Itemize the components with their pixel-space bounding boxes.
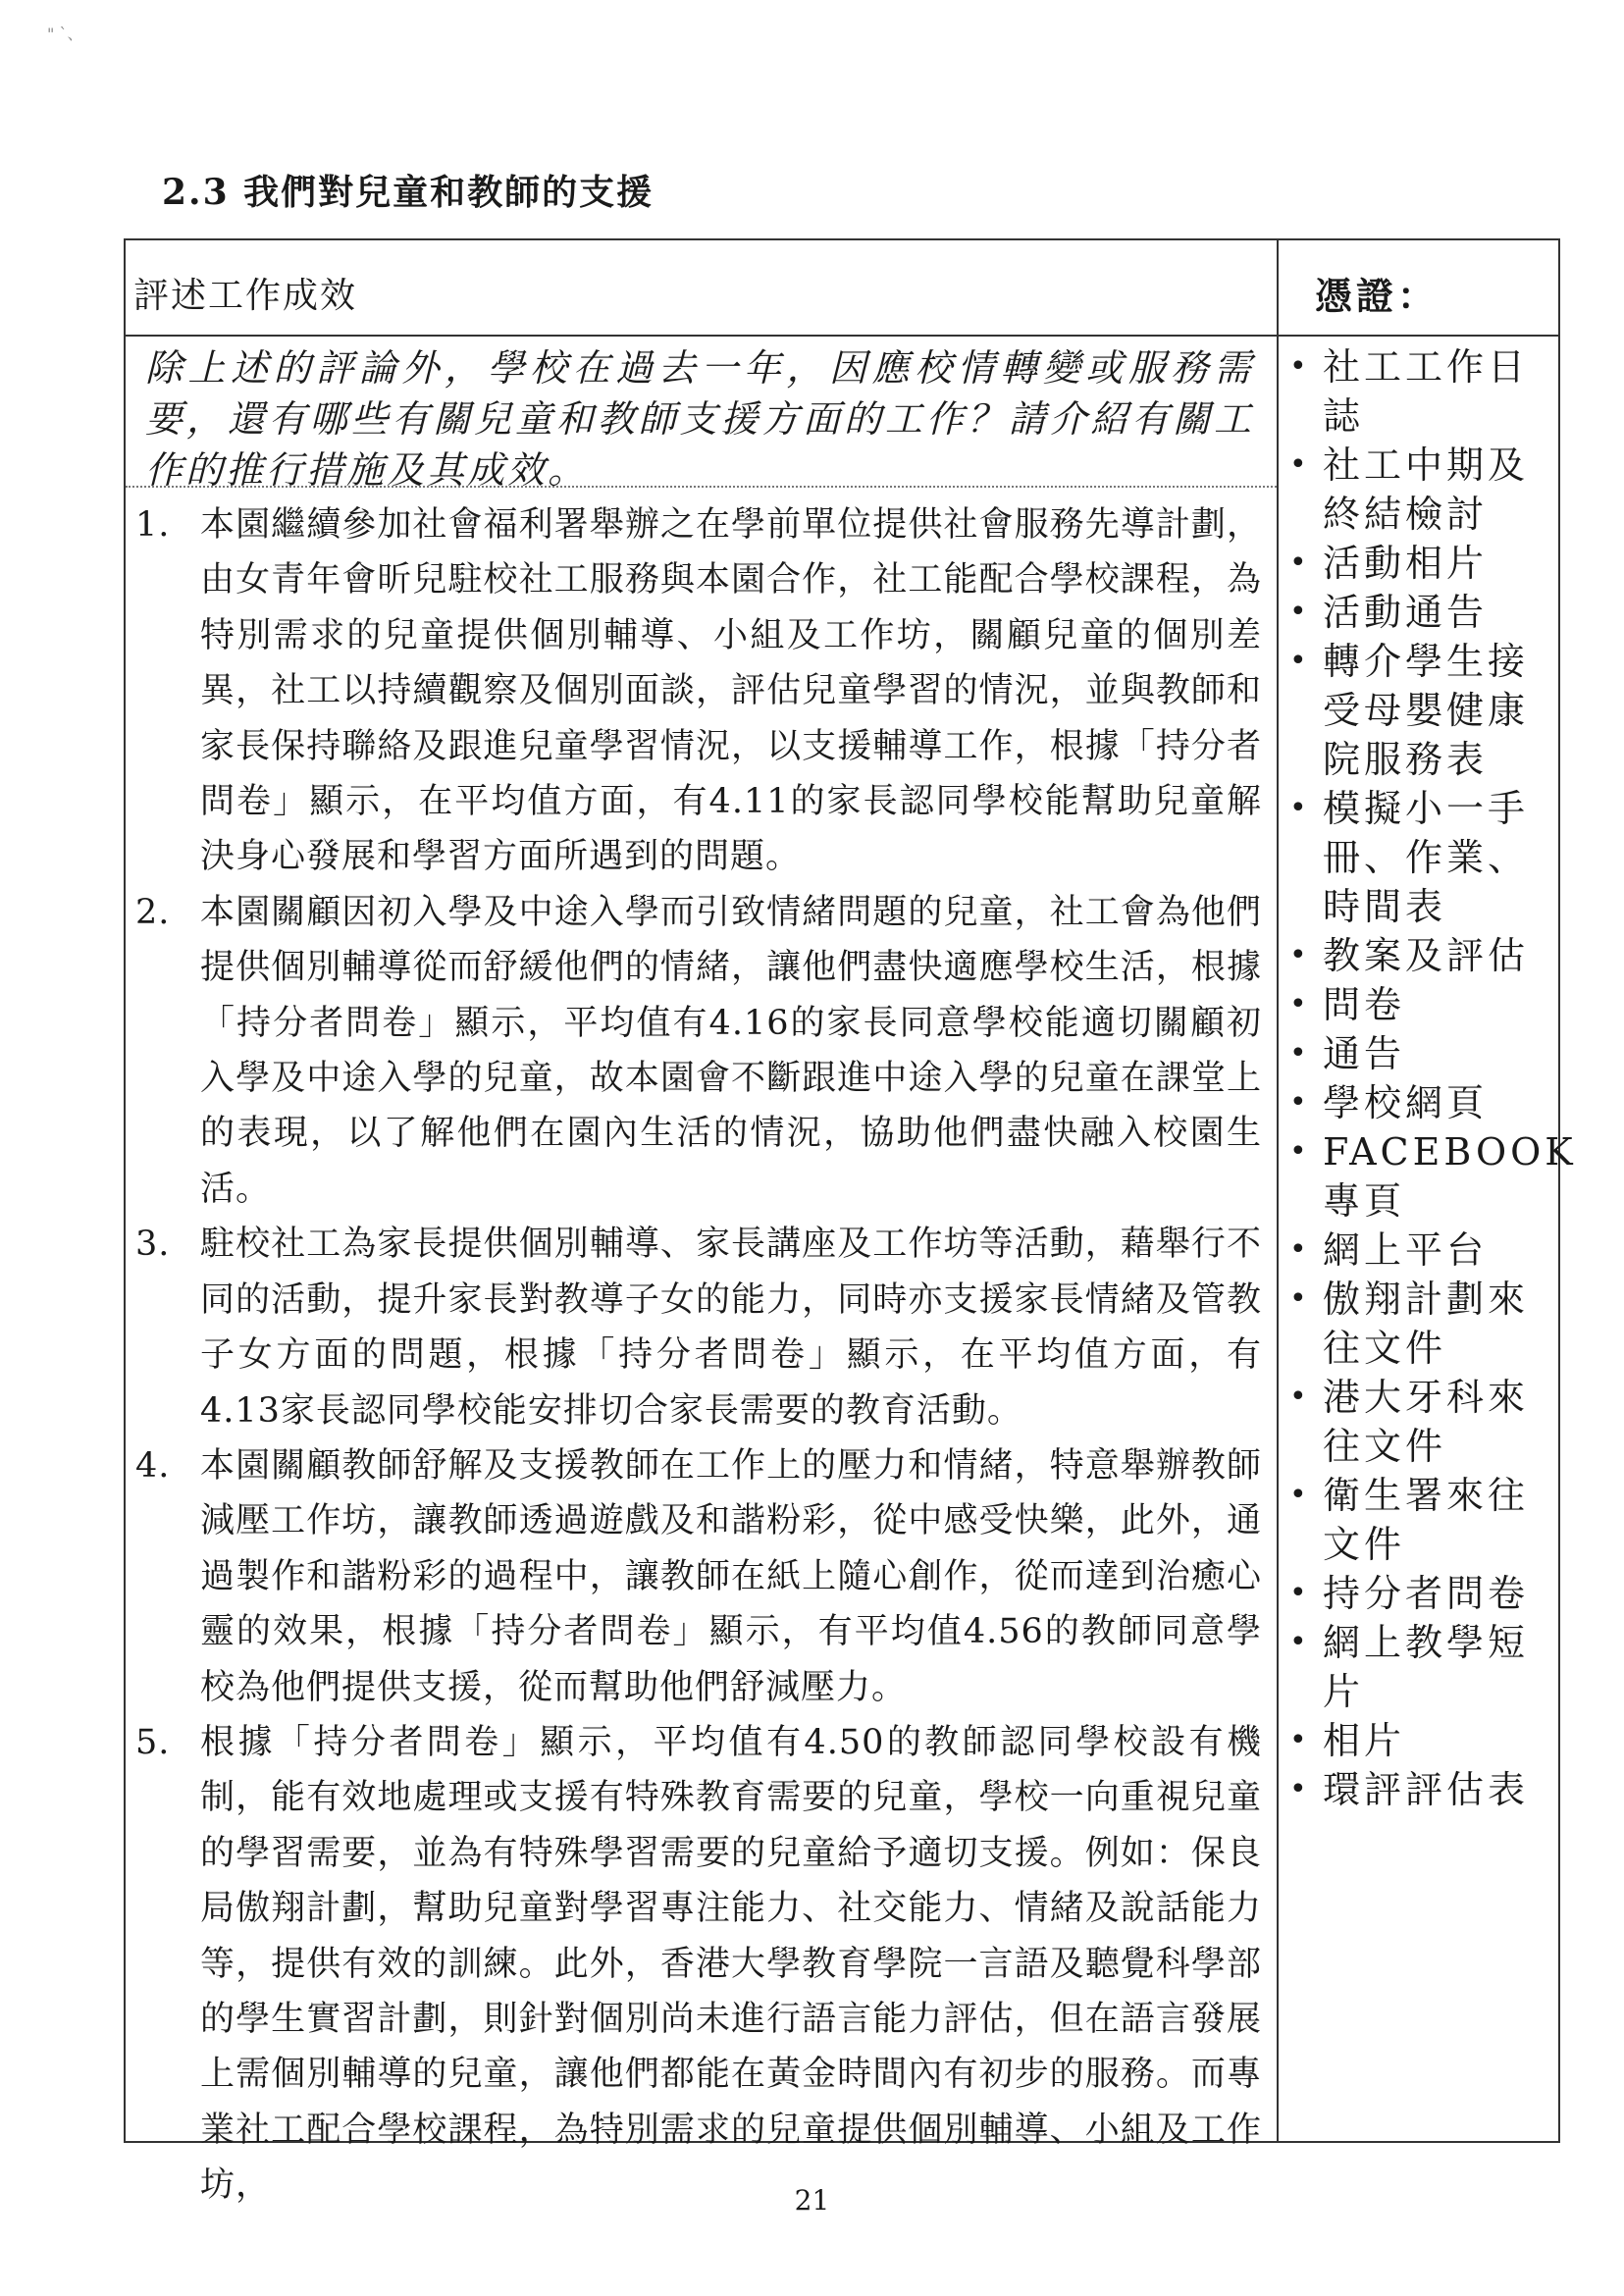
column-divider bbox=[1277, 240, 1279, 2141]
evidence-item: • 網上教學短片 bbox=[1283, 1618, 1554, 1716]
item-text: 根據「持分者問卷」顯示，平均值有4.50的教師認同學校設有機制，能有效地處理或支援有特殊教育需要的兒童，學校一向重視兒童的學習需要，並為有特殊學習需要的兒童給予適切支援。例如：保良局傲翔計劃，幫助兒童對學習專注能力、社交能力、情緒及說話能力等，提供有效的訓練。此外，香港大學教育學院一言語及聽覺科學部的學生實習計劃，則針對個別尚未進行語言能力評估，但在語言發展上需個別輔導的兒童，讓他們都能在黃金時間內有初步的服務。而專業社工配合學校課程，為特別需求的兒童提供個別輔導、小組及工作坊， bbox=[200, 1722, 1262, 2206]
evidence-item: • 模擬小一手冊、作業、時間表 bbox=[1283, 784, 1554, 931]
item-text: 駐校社工為家長提供個別輔導、家長講座及工作坊等活動，藉舉行不同的活動，提升家長對教導子女的能力，同時亦支援家長情緒及管教子女方面的問題，根據「持分者問卷」顯示，在平均值方面，有4.13家長認同學校能安排切合家長需要的教育活動。 bbox=[200, 1225, 1262, 1431]
bullet-icon: • bbox=[1289, 1085, 1311, 1120]
bullet-icon: • bbox=[1289, 349, 1311, 384]
item-number: 5. bbox=[135, 1722, 171, 1762]
bullet-icon: • bbox=[1289, 447, 1311, 482]
evidence-item: • 傲翔計劃來往文件 bbox=[1283, 1275, 1554, 1373]
section-heading: 2.3 我們對兒童和教師的支援 bbox=[162, 172, 655, 213]
bullet-icon: • bbox=[1289, 1772, 1311, 1806]
evidence-item: • 環評評估表 bbox=[1283, 1765, 1554, 1814]
item-text: 本園關顧教師舒解及支援教師在工作上的壓力和情緒，特意舉辦教師減壓工作坊，讓教師透過遊戲及和諧粉彩，從中感受快樂，此外，通過製作和諧粉彩的過程中，讓教師在紙上隨心創作，從而達到治癒心靈的效果，根據「持分者問卷」顯示，有平均值4.56的教師同意學校為他們提供支援，從而幫助他們舒減壓力。 bbox=[200, 1445, 1262, 1707]
scan-mark: " `、 bbox=[47, 25, 83, 43]
evidence-item: • 學校網頁 bbox=[1283, 1078, 1554, 1127]
bullet-icon: • bbox=[1289, 1281, 1311, 1316]
list-item bbox=[126, 885, 1274, 1217]
bullet-icon: • bbox=[1289, 1478, 1311, 1512]
evidence-item: • 活動相片 bbox=[1283, 539, 1554, 588]
item-text: 本園關顧因初入學及中途入學而引致情緒問題的兒童，社工會為他們提供個別輔導從而舒緩他們的情緒，讓他們盡快適應學校生活，根據「持分者問卷」顯示，平均值有4.16的家長同意學校能適切關顧初入學及中途入學的兒童，故本園會不斷跟進中途入學的兒童在課堂上的表現，以了解他們在園內生活的情況，協助他們盡快融入校園生活。 bbox=[200, 892, 1262, 1209]
evidence-item: • 持分者問卷 bbox=[1283, 1569, 1554, 1618]
bullet-icon: • bbox=[1289, 644, 1311, 678]
bullet-icon: • bbox=[1289, 1036, 1311, 1070]
bullet-icon: • bbox=[1289, 938, 1311, 972]
bullet-icon: • bbox=[1289, 1576, 1311, 1610]
item-number: 4. bbox=[135, 1445, 171, 1486]
list-item bbox=[126, 1217, 1274, 1438]
evaluation-list bbox=[126, 497, 1274, 2214]
evidence-item: • 問卷 bbox=[1283, 980, 1554, 1029]
page-number: 21 bbox=[794, 2184, 830, 2217]
bullet-icon: • bbox=[1289, 1232, 1311, 1267]
prompt-question: 除上述的評論外，學校在過去一年，因應校情轉變或服務需要，還有哪些有關兒童和教師支援方面的工作？請介紹有關工作的推行措施及其成效。 bbox=[145, 346, 1254, 492]
bullet-icon: • bbox=[1289, 791, 1311, 825]
bullet-icon: • bbox=[1289, 987, 1311, 1021]
evidence-item: • 通告 bbox=[1283, 1029, 1554, 1078]
evidence-item: • 活動通告 bbox=[1283, 588, 1554, 637]
evidence-item: • 轉介學生接受母嬰健康院服務表 bbox=[1283, 637, 1554, 784]
evidence-item: • 社工工作日誌 bbox=[1283, 342, 1554, 441]
evidence-item: • FACEBOOK專頁 bbox=[1283, 1127, 1554, 1226]
evidence-item: • 教案及評估 bbox=[1283, 931, 1554, 980]
item-number: 1. bbox=[135, 505, 171, 545]
bullet-icon: • bbox=[1289, 595, 1311, 629]
evidence-item: • 港大牙科來往文件 bbox=[1283, 1373, 1554, 1471]
bullet-icon: • bbox=[1289, 1380, 1311, 1414]
evidence-item: • 衛生署來往文件 bbox=[1283, 1471, 1554, 1569]
item-number: 3. bbox=[135, 1225, 171, 1265]
list-item bbox=[126, 497, 1274, 885]
bullet-icon: • bbox=[1289, 1134, 1311, 1169]
list-item bbox=[126, 1715, 1274, 2214]
bullet-icon: • bbox=[1289, 1723, 1311, 1757]
item-number: 2. bbox=[135, 892, 171, 932]
list-item bbox=[126, 1438, 1274, 1715]
left-column-header: 評述工作成效 bbox=[133, 276, 358, 316]
header-divider bbox=[126, 335, 1558, 337]
item-text: 本園繼續參加社會福利署舉辦之在學前單位提供社會服務先導計劃，由女青年會昕兒駐校社工服務與本園合作，社工能配合學校課程，為特別需求的兒童提供個別輔導、小組及工作坊，關顧兒童的個別差異，社工以持續觀察及個別面談，評估兒童學習的情況，並與教師和家長保持聯絡及跟進兒童學習情況，以支援輔導工作，根據「持分者問卷」顯示，在平均值方面，有4.11的家長認同學校能幫助兒童解決身心發展和學習方面所遇到的問題。 bbox=[200, 505, 1262, 877]
bullet-icon: • bbox=[1289, 546, 1311, 580]
bullet-icon: • bbox=[1289, 1625, 1311, 1659]
evidence-list bbox=[1283, 342, 1577, 1814]
evidence-item: • 社工中期及終結檢討 bbox=[1283, 441, 1554, 539]
evidence-item: • 相片 bbox=[1283, 1716, 1554, 1765]
right-column-header: 憑證： bbox=[1315, 274, 1440, 318]
evidence-item: • 網上平台 bbox=[1283, 1226, 1554, 1275]
